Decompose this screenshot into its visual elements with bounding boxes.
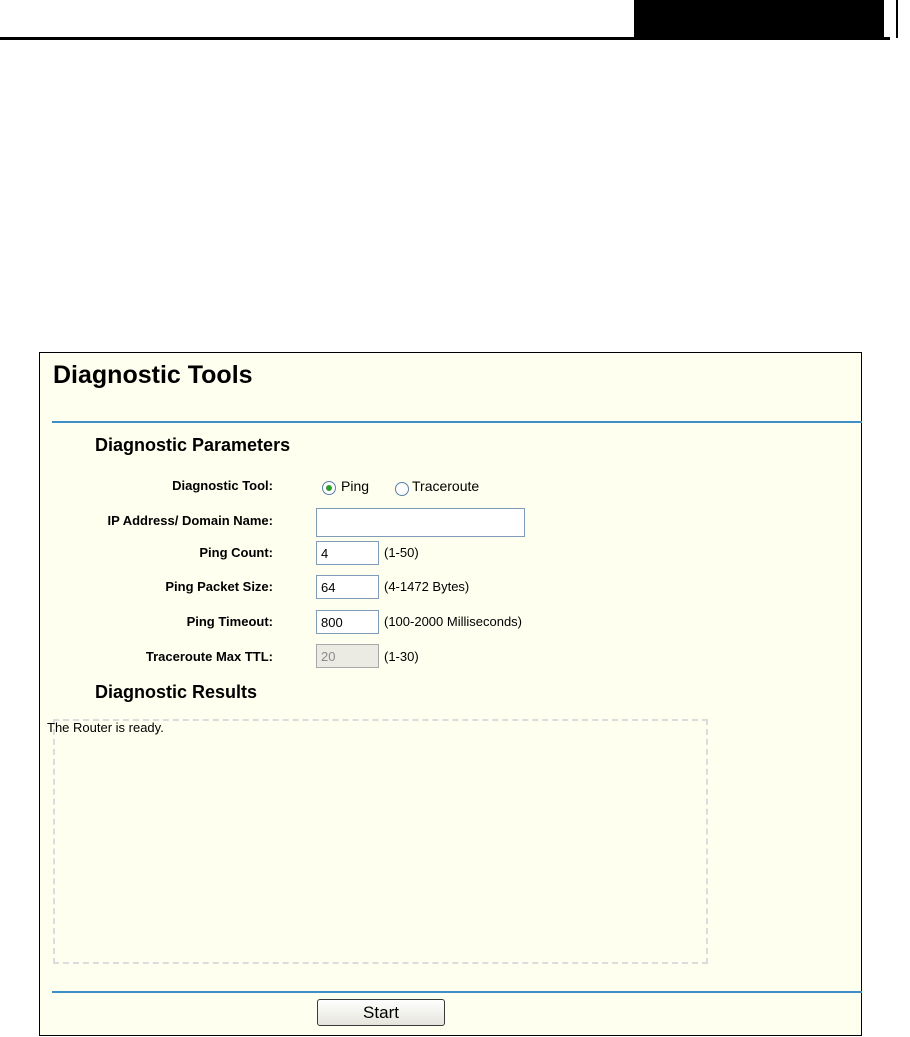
- ping-timeout-label: Ping Timeout:: [186, 614, 273, 629]
- ping-radio-label[interactable]: Ping: [341, 478, 370, 494]
- ip-address-input[interactable]: [316, 508, 525, 537]
- document-header-tick: [896, 0, 898, 38]
- start-button[interactable]: Start: [317, 999, 445, 1026]
- ping-count-hint: (1-50): [384, 545, 419, 560]
- ping-timeout-hint: (100-2000 Milliseconds): [384, 614, 523, 629]
- header-divider: [52, 421, 862, 423]
- footer-divider: [52, 991, 862, 993]
- diagnostic-tool-label: Diagnostic Tool:: [172, 478, 273, 493]
- ping-timeout-input[interactable]: [316, 610, 379, 634]
- page-title: Diagnostic Tools: [53, 361, 253, 389]
- diagnostic-results-text: The Router is ready.: [47, 720, 164, 735]
- ping-count-input[interactable]: [316, 541, 379, 565]
- traceroute-radio-label[interactable]: Traceroute: [412, 478, 480, 494]
- ping-packet-size-label: Ping Packet Size:: [165, 579, 273, 594]
- diagnostic-parameters-heading: Diagnostic Parameters: [95, 435, 291, 455]
- ping-radio[interactable]: [322, 481, 336, 495]
- traceroute-max-ttl-hint: (1-30): [384, 649, 419, 664]
- traceroute-max-ttl-input: [316, 644, 379, 668]
- ip-address-label: IP Address/ Domain Name:: [107, 513, 273, 528]
- diagnostic-results-box: [53, 719, 708, 964]
- document-header-tab: [634, 0, 884, 38]
- ping-packet-size-input[interactable]: [316, 575, 379, 599]
- traceroute-max-ttl-label: Traceroute Max TTL:: [145, 649, 273, 664]
- traceroute-radio[interactable]: [395, 482, 409, 496]
- ping-count-label: Ping Count:: [199, 545, 273, 560]
- ping-packet-size-hint: (4-1472 Bytes): [384, 579, 470, 594]
- diagnostic-tools-panel: [39, 352, 862, 1036]
- diagnostic-results-heading: Diagnostic Results: [95, 682, 258, 702]
